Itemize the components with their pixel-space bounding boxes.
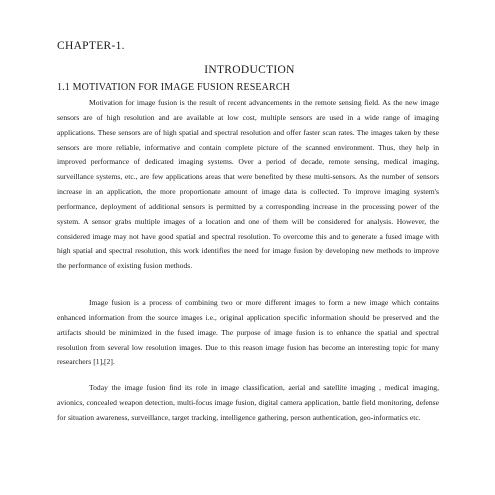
chapter-label: CHAPTER-1. bbox=[57, 40, 125, 52]
section-heading: 1.1 MOTIVATION FOR IMAGE FUSION RESEARCH bbox=[57, 82, 291, 93]
chapter-title: INTRODUCTION bbox=[204, 64, 295, 76]
paragraph-1: Motivation for image fusion is the result of recent advancements in the remote sensing field. As the new image sensors are of high resolution and are available at low cost, multiple sensors are used in a wide range of imaging applications. These sensors are of high spatial and spectral resolution and offer faster scan rates. The images taken by these sensors are more reliable, informative and contain complete picture of the scanned environment. Thus, they help in improved performance of dedicated imaging systems. Over a period of decade, remote sensing, medical imaging, surveillance systems, etc., are few applications areas that were benefited by these multi-sensors. As the number of sensors increase in an application, the more proportionate amount of image data is collected. To improve imaging system's performance, deployment of additional sensors is permitted by a corresponding increase in the processing power of the system. A sensor grabs multiple images of a location and one of them will be considered for analysis. However, the considered image may not have good spatial and spectral resolution. To overcome this and to generate a fused image with high spatial and spectral resolution, this work identifies the need for image fusion by developing new methods to improve the performance of existing fusion methods. bbox=[57, 98, 439, 271]
paragraph-2: Image fusion is a process of combining two or more different images to form a new image which contains enhanced information from the source images i.e., original application specific information should be preserved and the artifacts should be minimized in the fused image. The purpose of image fusion is to enhance the spatial and spectral resolution from several low resolution images. Due to this reason image fusion has become an interesting topic for many researchers [1],[2]. bbox=[57, 298, 439, 367]
paragraph-3: Today the image fusion find its role in image classification, aerial and satellite imaging , medical imaging, avionics, concealed weapon detection, multi-focus image fusion, digital camera application, battle field monitoring, defense for situation awareness, surveillance, target tracking, intelligence gathering, person authentication, geo-informatics etc. bbox=[57, 383, 439, 422]
